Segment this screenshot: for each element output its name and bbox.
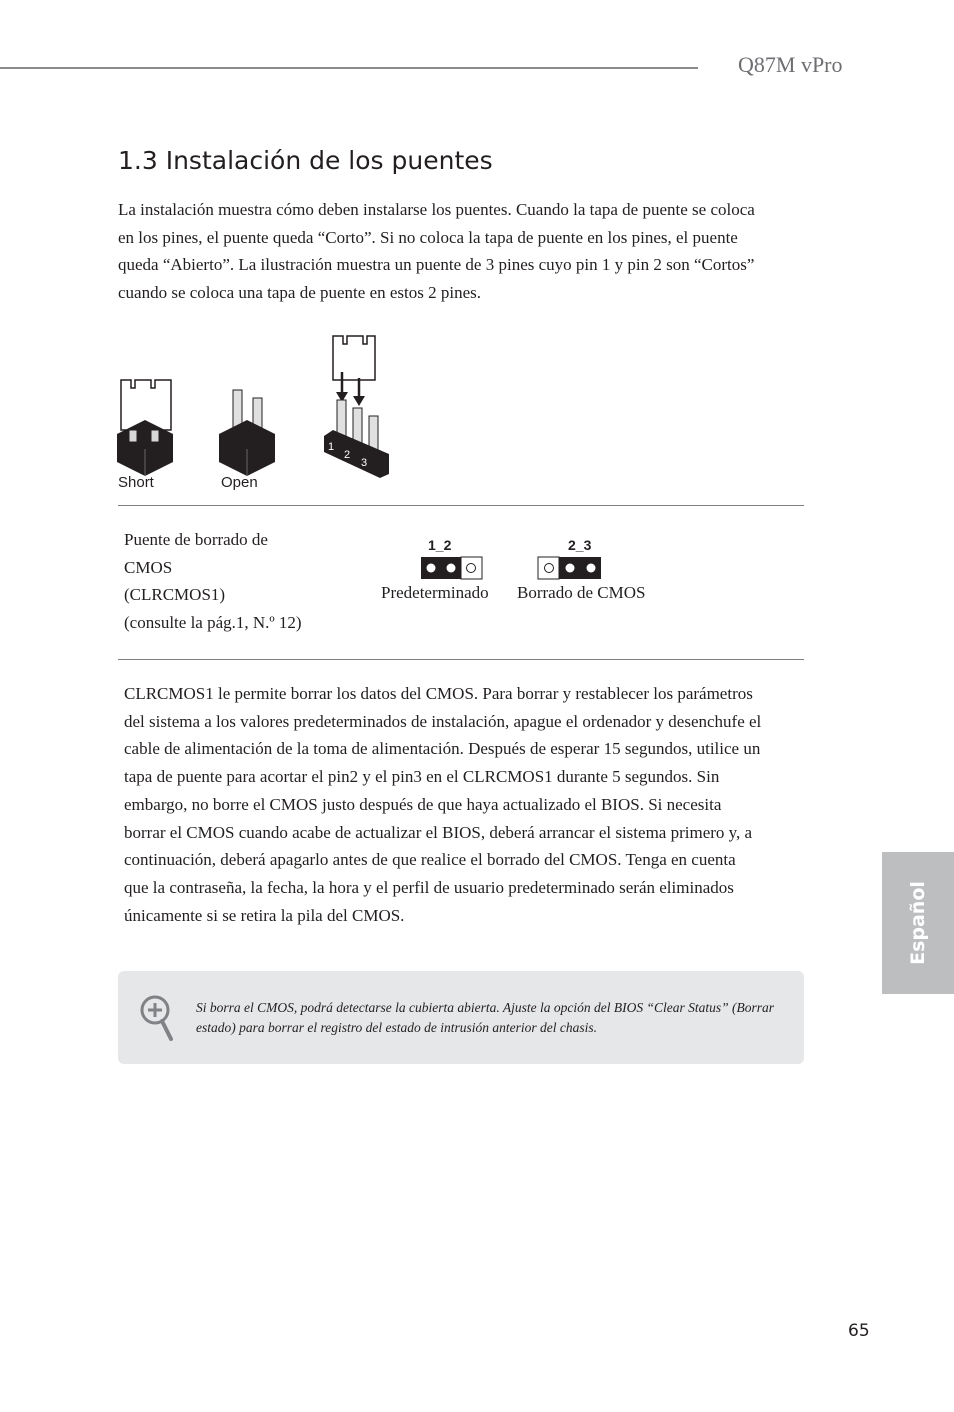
- pin-label-clear: 2_3: [568, 537, 592, 553]
- open-jumper: [219, 390, 275, 476]
- language-tab: [882, 852, 954, 994]
- language-tab-label: Español: [907, 881, 929, 965]
- table-rule-bottom: [118, 659, 804, 660]
- model-name: Q87M vPro: [738, 52, 843, 77]
- note-box: [118, 971, 804, 1064]
- table-rule-top: [118, 505, 804, 506]
- pin-label-default: 1_2: [428, 537, 452, 553]
- jumper-name-line: (CLRCMOS1): [124, 585, 226, 605]
- jumper-illustration: [115, 332, 395, 498]
- clear-cmos-caption: Borrado de CMOS: [517, 583, 646, 602]
- header-rule: [0, 67, 698, 69]
- jumper-name-line: CMOS: [124, 557, 173, 577]
- open-label: Open: [221, 474, 258, 491]
- pin-number-3: 3: [361, 457, 368, 469]
- jumper-name: [124, 526, 374, 637]
- pin-diagram-clear: [517, 535, 677, 585]
- pin-number-2: 2: [344, 449, 351, 461]
- magnifier-plus-icon: [138, 993, 178, 1043]
- clrcmos-description: CLRCMOS1 le permite borrar los datos del CMOS. Para borrar y restablecer los parámetros del sistema a los valores predeterminados de instalación, apague el ordenador y desenchufe el cable de alimentación de la toma de alimentación. Después de esperar 15 segundos, utilice un tapa de puente para acortar el pin2 y el pin3 en el CLRCMOS1 durante 5 segundos. Sin embargo, no borre el CMOS justo después de que haya actualizado el BIOS. Si necesita borrar el CMOS cuando acabe de actualizar el BIOS, deberá arrancar el sistema primero y, a continuación, deberá apagarlo antes de que realice el borrado del CMOS. Tenga en cuenta que la contraseña, la fecha, la hora y el perfil de usuario predeterminado serán eliminados únicamente si se retira la pila del CMOS.: [124, 684, 762, 925]
- short-label: Short: [118, 474, 154, 491]
- page-number: 65: [848, 1321, 870, 1341]
- jumper-name-line: (consulte la pág.1, N.º 12): [124, 613, 302, 633]
- pin-number-1: 1: [328, 441, 335, 453]
- intro-paragraph: La instalación muestra cómo deben instalarse los puentes. Cuando la tapa de puente se coloca en los pines, el puente queda “Corto”. Si no coloca la tapa de puente en los pines, el puente queda “Abierto”. La ilustración muestra un puente de 3 pines cuyo pin 1 y pin 2 son “Cortos” cuando se coloca una tapa de puente en estos 2 pines.: [118, 200, 755, 302]
- default-caption: Predeterminado: [381, 583, 489, 602]
- three-pin-jumper: [324, 336, 389, 478]
- section-title: 1.3 Instalación de los puentes: [118, 146, 493, 175]
- note-text: Si borra el CMOS, podrá detectarse la cubierta abierta. Ajuste la opción del BIOS “Clear Status” (Borrar estado) para borrar el registro del estado de intrusión anterior del chasis.: [196, 1000, 774, 1035]
- jumper-name-line: Puente de borrado de: [124, 530, 268, 549]
- short-jumper: [117, 380, 173, 476]
